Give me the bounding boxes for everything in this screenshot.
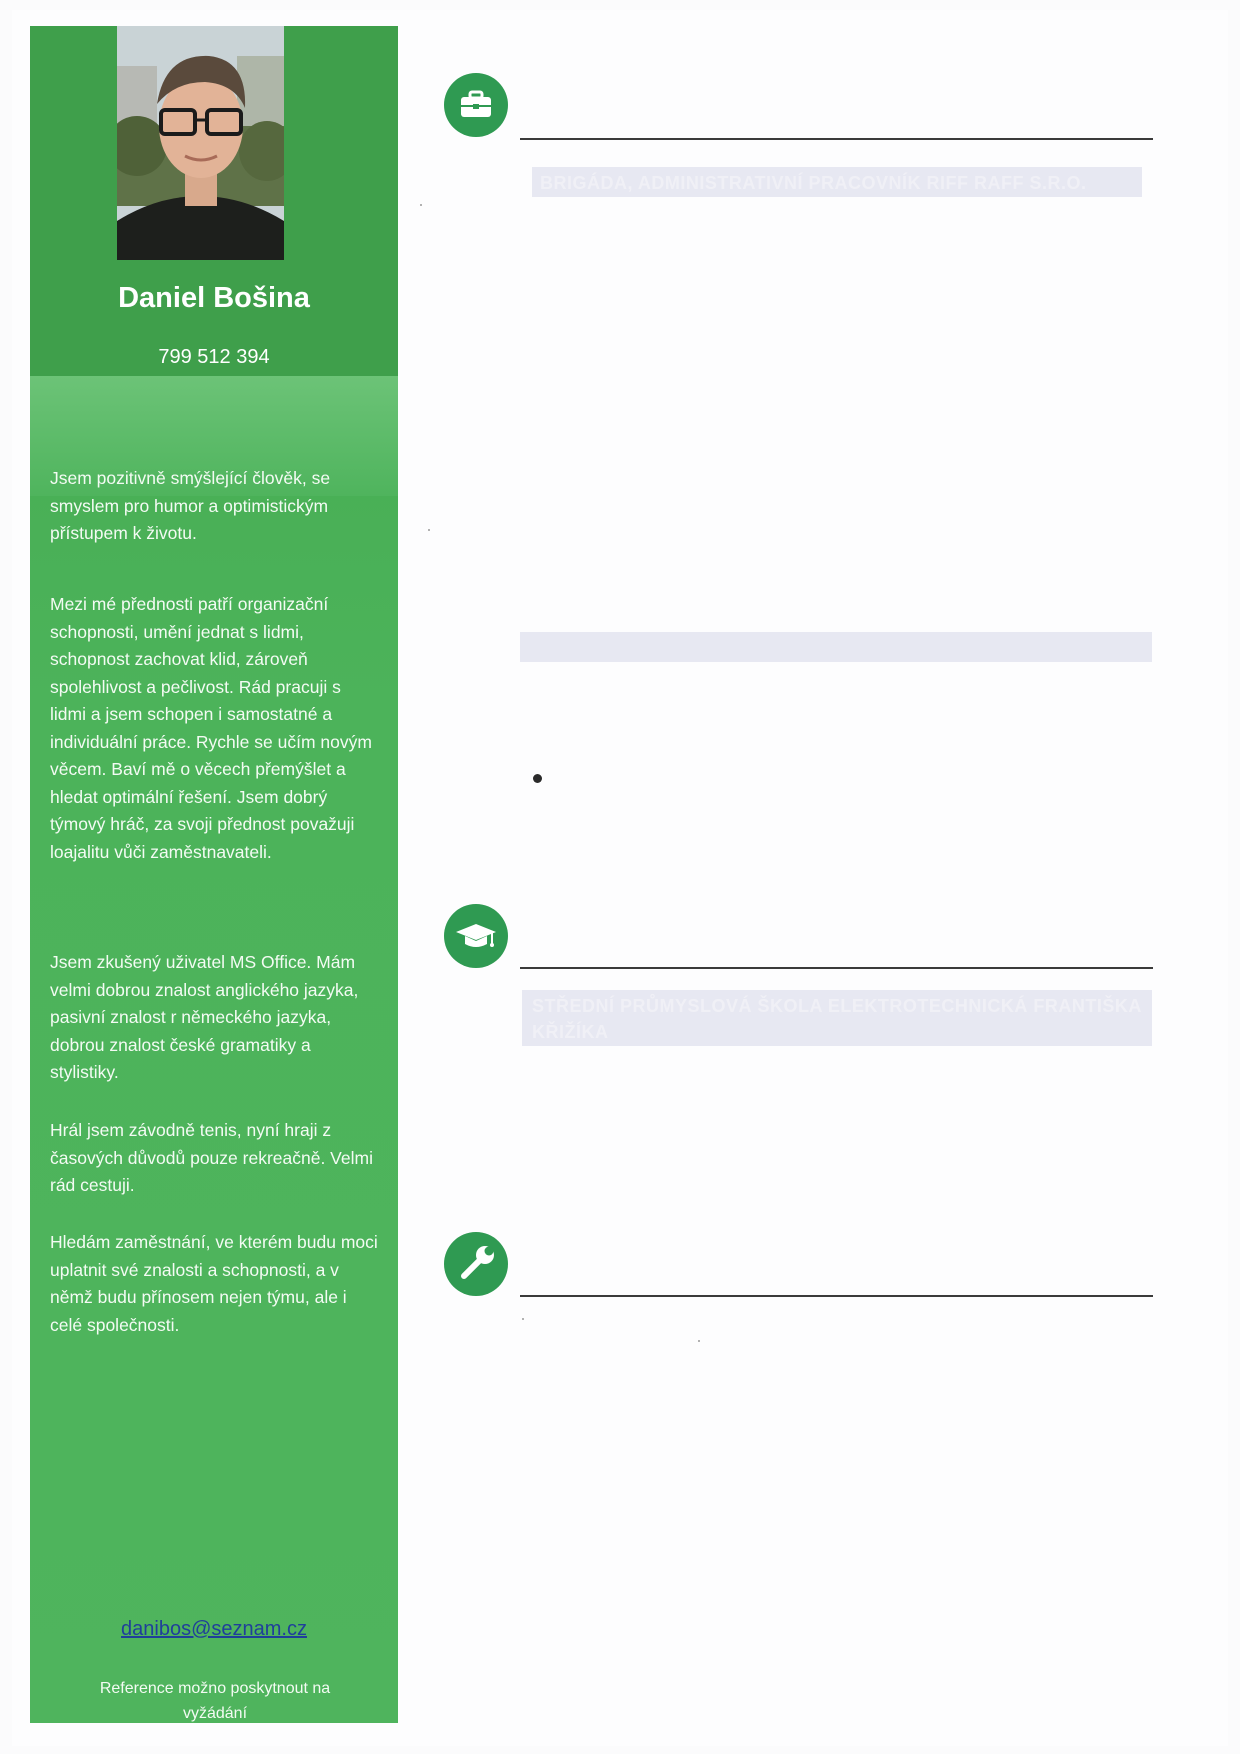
section-divider-education	[520, 967, 1153, 969]
scan-speck	[428, 529, 430, 531]
school-name: STŘEDNÍ PRŮMYSLOVÁ ŠKOLA ELEKTROTECHNICKÁ FRANTIŠKA KŘIŽÍKA	[532, 996, 1142, 1042]
wrench-icon	[444, 1232, 508, 1296]
faint-heading-band	[520, 632, 1152, 662]
section-divider-work	[520, 138, 1153, 140]
sidebar	[30, 26, 398, 1723]
scan-speck	[522, 1318, 524, 1320]
graduation-cap-icon	[444, 904, 508, 968]
email-link[interactable]: danibos@seznam.cz	[121, 1618, 307, 1640]
phone-number: 799 512 394	[158, 346, 270, 368]
scan-speck	[698, 1340, 700, 1342]
bio-paragraph-personality: Jsem pozitivně smýšlející člověk, se smyslem pro humor a optimistickým přístupem k životu.	[50, 468, 331, 543]
scan-speck	[420, 204, 422, 206]
reference-note: Reference možno poskytnout na vyžádání	[99, 1680, 331, 1722]
bio-paragraph-skills: Jsem zkušený uživatel MS Office. Mám velmi dobrou znalost anglického jazyka, pasivní znalost r německého jazyka, dobrou znalost české gramatiky a stylistiky.	[50, 952, 359, 1082]
list-bullet	[533, 774, 542, 783]
job-title: BRIGÁDA, ADMINISTRATIVNÍ PRACOVNÍK RIFF RAFF S.R.O.	[540, 173, 1087, 193]
profile-photo	[117, 26, 284, 260]
section-divider-skills	[520, 1295, 1153, 1297]
candidate-name: Daniel Bošina	[118, 282, 310, 314]
bio-paragraph-strengths: Mezi mé přednosti patří organizační schopnosti, umění jednat s lidmi, schopnost zachovat klid, zároveň spolehlivost a pečlivost. Rád pracuji s lidmi a jsem schopen i samostatné a individuální práce. Rychle se učím novým věcem. Baví mě o věcech přemýšlet a hledat optimální řešení. Jsem dobrý týmový hráč, za svoji přednost považuji loajalitu vůči zaměstnavateli.	[50, 594, 372, 862]
bio-paragraph-hobbies: Hrál jsem závodně tenis, nyní hraji z časových důvodů pouze rekreačně. Velmi rád cestuji.	[50, 1120, 373, 1195]
bio-paragraph-goal: Hledám zaměstnání, ve kterém budu moci uplatnit své znalosti a schopnosti, a v němž budu přínosem nejen týmu, ale i celé společnosti.	[50, 1232, 378, 1335]
briefcase-icon	[444, 73, 508, 137]
